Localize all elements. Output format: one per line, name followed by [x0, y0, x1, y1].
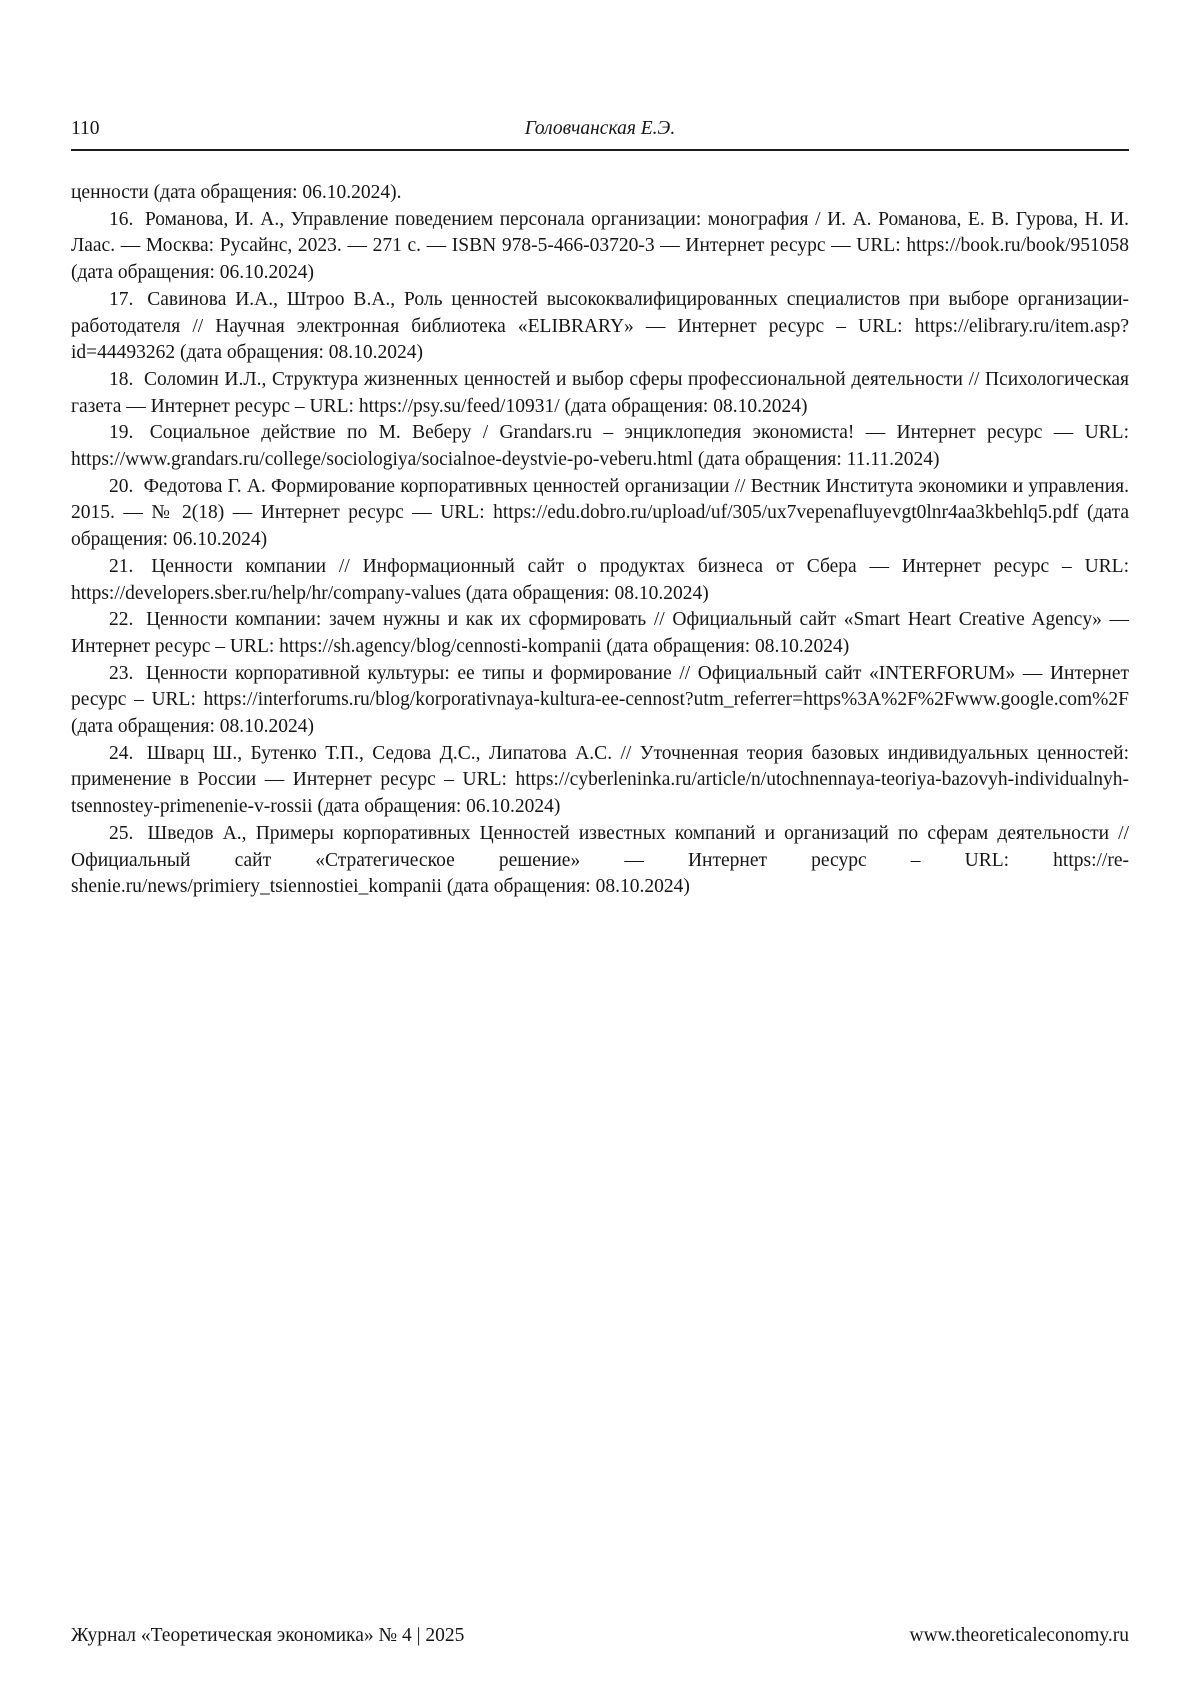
reference-item [71, 741, 1129, 821]
reference-text: Ценности корпоративной культуры: ее типы и формирование // Официальный сайт «INTERFORUM» — Интернет ресурс – URL: https://interforums.ru/blog/korporativnaya-kultura-ee-cennost?utm_referrer=https%3A%2F%2Fwww.google.com%2F (дата обращения: 08.10.2024) [71, 662, 1129, 738]
reference-text: Ценности компании // Информационный сайт о продуктах бизнеса от Сбера — Интернет ресурс – URL: https://developers.sber.ru/help/hr/company-values (дата обращения: 08.10.2024) [71, 555, 1129, 604]
reference-item [71, 661, 1129, 741]
reference-number: 23. [109, 662, 134, 684]
journal-title: Журнал «Теоретическая экономика» № 4 | 2025 [71, 1625, 465, 1646]
reference-number: 24. [109, 742, 134, 764]
reference-text: Ценности компании: зачем нужны и как их сформировать // Официальный сайт «Smart Heart Creative Agency» — Интернет ресурс – URL: https://sh.agency/blog/cennosti-kompanii (дата обращения: 08.10.2024) [71, 609, 1130, 657]
reference-item [71, 367, 1129, 420]
reference-number: 22. [109, 609, 134, 631]
reference-number: 25. [109, 822, 134, 844]
reference-text: Шварц Ш., Бутенко Т.П., Седова Д.С., Липатова А.С. // Уточненная теория базовых индивидуальных ценностей: применение в России — Интернет ресурс – URL: https://cyberleninka.ru/article/n/utochnennaya-teoriya-bazovyh-individualnyh-tsennostey-primenenie-v-rossii (дата обращения: 06.10.2024) [71, 742, 1130, 818]
reference-number: 17. [109, 288, 134, 310]
reference-text: Романова, И. А., Управление поведением персонала организации: монография / И. А. Романова, Е. В. Гурова, Н. И. Лаас. — Москва: Русайнс, 2023. — 271 с. — ISBN 978-5-466-03720-3 — Интернет ресурс — URL: https://book.ru/book/951058 (дата обращения: 06.10.2024) [71, 208, 1129, 284]
reference-item [71, 287, 1129, 367]
reference-number: 21. [109, 555, 134, 577]
journal-website: www.theoreticaleconomy.ru [909, 1625, 1129, 1646]
reference-continuation: ценности (дата обращения: 06.10.2024). [71, 182, 402, 203]
page-header [71, 0, 1129, 151]
reference-item [71, 420, 1129, 473]
reference-item [71, 474, 1129, 554]
reference-item [71, 207, 1129, 287]
reference-number: 18. [109, 368, 134, 390]
reference-text: Соломин И.Л., Структура жизненных ценностей и выбор сферы профессиональной деятельности // Психологическая газета — Интернет ресурс – URL: https://psy.su/feed/10931/ (дата обращения: 08.10.2024) [71, 368, 1130, 417]
reference-number: 20. [109, 475, 134, 497]
running-head-author: Головчанская Е.Э. [524, 118, 676, 139]
reference-item [71, 607, 1129, 660]
reference-text: Шведов А., Примеры корпоративных Ценностей известных компаний и организаций по сферам деятельности // Официальный сайт «Стратегическое решение» — Интернет ресурс – URL: https://re-shenie.ru/news/primiery_tsiennostiei_kompanii (дата обращения: 08.10.2024) [71, 822, 1130, 898]
reference-item [71, 821, 1129, 901]
reference-text: Федотова Г. А. Формирование корпоративных ценностей организации // Вестник Института экономики и управления. 2015. — № 2(18) — Интернет ресурс — URL: https://edu.dobro.ru/upload/uf/305/ux7vepenafluyevgt0lnr4aa3kbehlq5.pdf (дата обращения: 06.10.2024) [71, 475, 1130, 551]
reference-text: Социальное действие по М. Веберу / Grandars.ru – энциклопедия экономиста! — Интернет ресурс — URL: https://www.grandars.ru/college/sociologiya/socialnoe-deystvie-po-veberu.html (дата обращения: 11.11.2024) [71, 422, 1129, 471]
references-section [71, 180, 1129, 901]
page-footer [71, 1625, 1129, 1647]
page-number: 110 [71, 118, 100, 139]
reference-item [71, 554, 1129, 607]
reference-number: 19. [109, 422, 134, 444]
reference-text: Савинова И.А., Штроо В.А., Роль ценностей высококвалифицированных специалистов при выборе организации-работодателя // Научная электронная библиотека «ELIBRARY» — Интернет ресурс – URL: https://elibrary.ru/item.asp?id=44493262 (дата обращения: 08.10.2024) [71, 288, 1130, 364]
reference-number: 16. [109, 208, 134, 230]
